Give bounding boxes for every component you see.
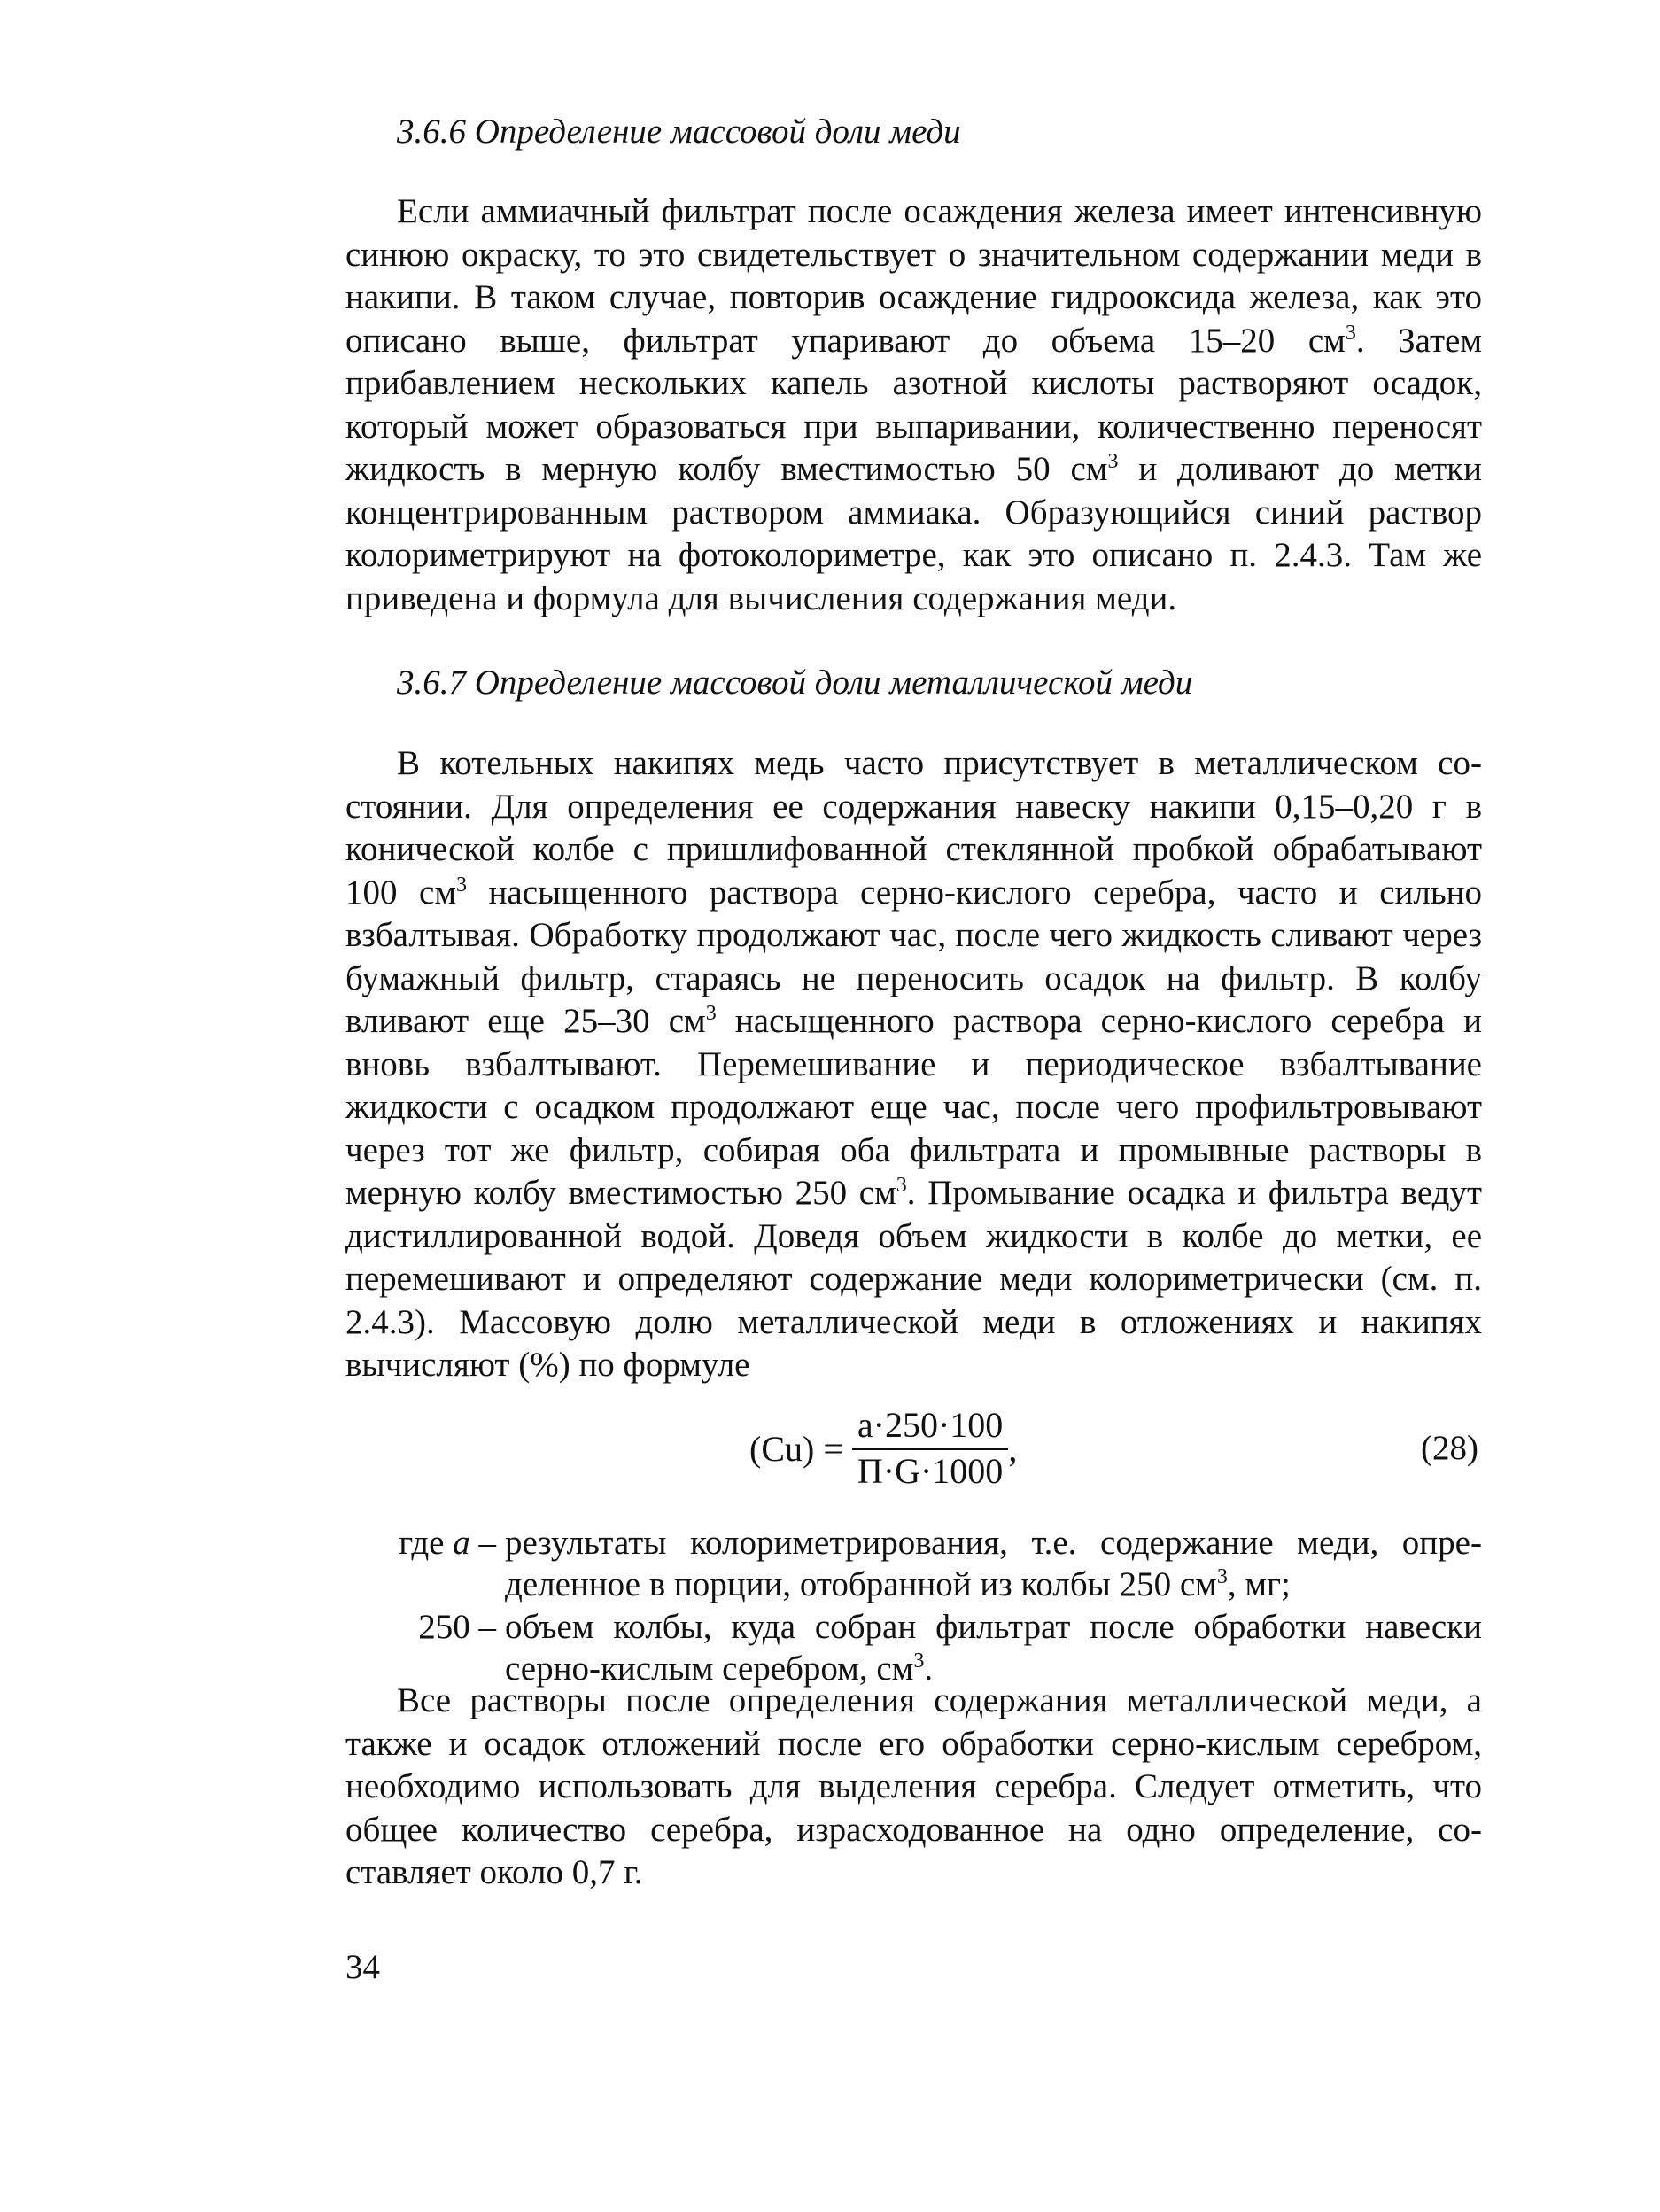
paragraph-closing: Все растворы после определения содержания металлической меди, а также и осадок отложений после его обработки серно-кислым серебром, необходимо использовать для выделения серебра. Следует отметить, что общее количество серебра, израсходованное на одно определение, составляет около 0,7 г. (345, 1681, 1482, 1891)
formula-fraction (852, 1406, 1008, 1491)
formula-numerator: a·250·100 (852, 1406, 1008, 1450)
section-heading-metallic-copper: 3.6.7 Определение массовой доли металлической меди (397, 664, 1193, 702)
definition-text: результаты колориметрирования, т.е. содержание меди, определенное в порции, отобранной из колбы 250 $см^3$, мг; (505, 1524, 1482, 1603)
definition-text: объем колбы, куда собран фильтрат после обработки навески серно-кислым серебром, $см^3$. (505, 1608, 1482, 1688)
definition-key: 250 – (418, 1608, 496, 1646)
paragraph-metallic-copper: В котельных накипях медь часто присутствует в металлическом состоянии. Для определения ее содержания навеску накипи 0,15–0,20 г в конической колбе с пришлифованной стеклянной пробкой обрабатывают 100 $см^3$ насыщенного раствора серно-кислого серебра, часто и сильно взбалтывая. Обработку продолжают час, после чего жидкость сливают через бумажный фильтр, стараясь не переносить осадок на фильтр. В колбу вливают еще 25–30 $см^3$ насыщенного раствора серно-кислого серебра и вновь взбалтывают. Перемешивание и периодическое взбалтывание жидкости с осадком продолжают еще час, после чего профильтровывают через тот же фильтр, собирая оба фильтрата и промывные растворы в мерную колбу вместимостью 250 $см^3$. Промывание осадка и фильтра ведут дистиллированной водой. Доведя объем жидкости в колбе до метки, ее перемешивают и определяют содержание меди колориметрически (см. п. 2.4.3). Массовую долю металлической меди в отложениях и накипях вычисляют (%) по формуле (345, 744, 1482, 1384)
formula-trailing-comma: , (1008, 1428, 1018, 1469)
formula-definitions (345, 1523, 1482, 1691)
paragraph-copper-determination: Если аммиачный фильтрат после осаждения железа имеет интенсивную синюю окраску, то это свидетельствует о значительном содержании меди в накипи. В таком случае, повторив осаждение гидрооксида железа, как это описано выше, фильтрат упаривают до объема 15–20 $см^3$. Затем прибавлением нескольких капель азотной кислоты растворяют осадок, который может образоваться при выпаривании, количественно переносят жидкость в мерную колбу вместимостью 50 $см^3$ и доливают до метки концентрированным раствором аммиака. Образующийся синий раствор колориметрируют на фотоколориметре, как это описано п. 2.4.3. Там же приведена и формула для вычисления содержания меди. (345, 192, 1482, 617)
page-number: 34 (345, 1948, 380, 1986)
definition-row (345, 1523, 1482, 1605)
formula-denominator: П·G·1000 (857, 1451, 1004, 1491)
definition-key: где a – (399, 1524, 496, 1562)
formula-lhs: (Cu) = (749, 1428, 843, 1469)
formula-copper-fraction (749, 1404, 1017, 1493)
formula-number: (28) (1421, 1429, 1478, 1467)
definition-row (345, 1607, 1482, 1689)
section-heading-copper: 3.6.6 Определение массовой доли меди (397, 113, 961, 151)
